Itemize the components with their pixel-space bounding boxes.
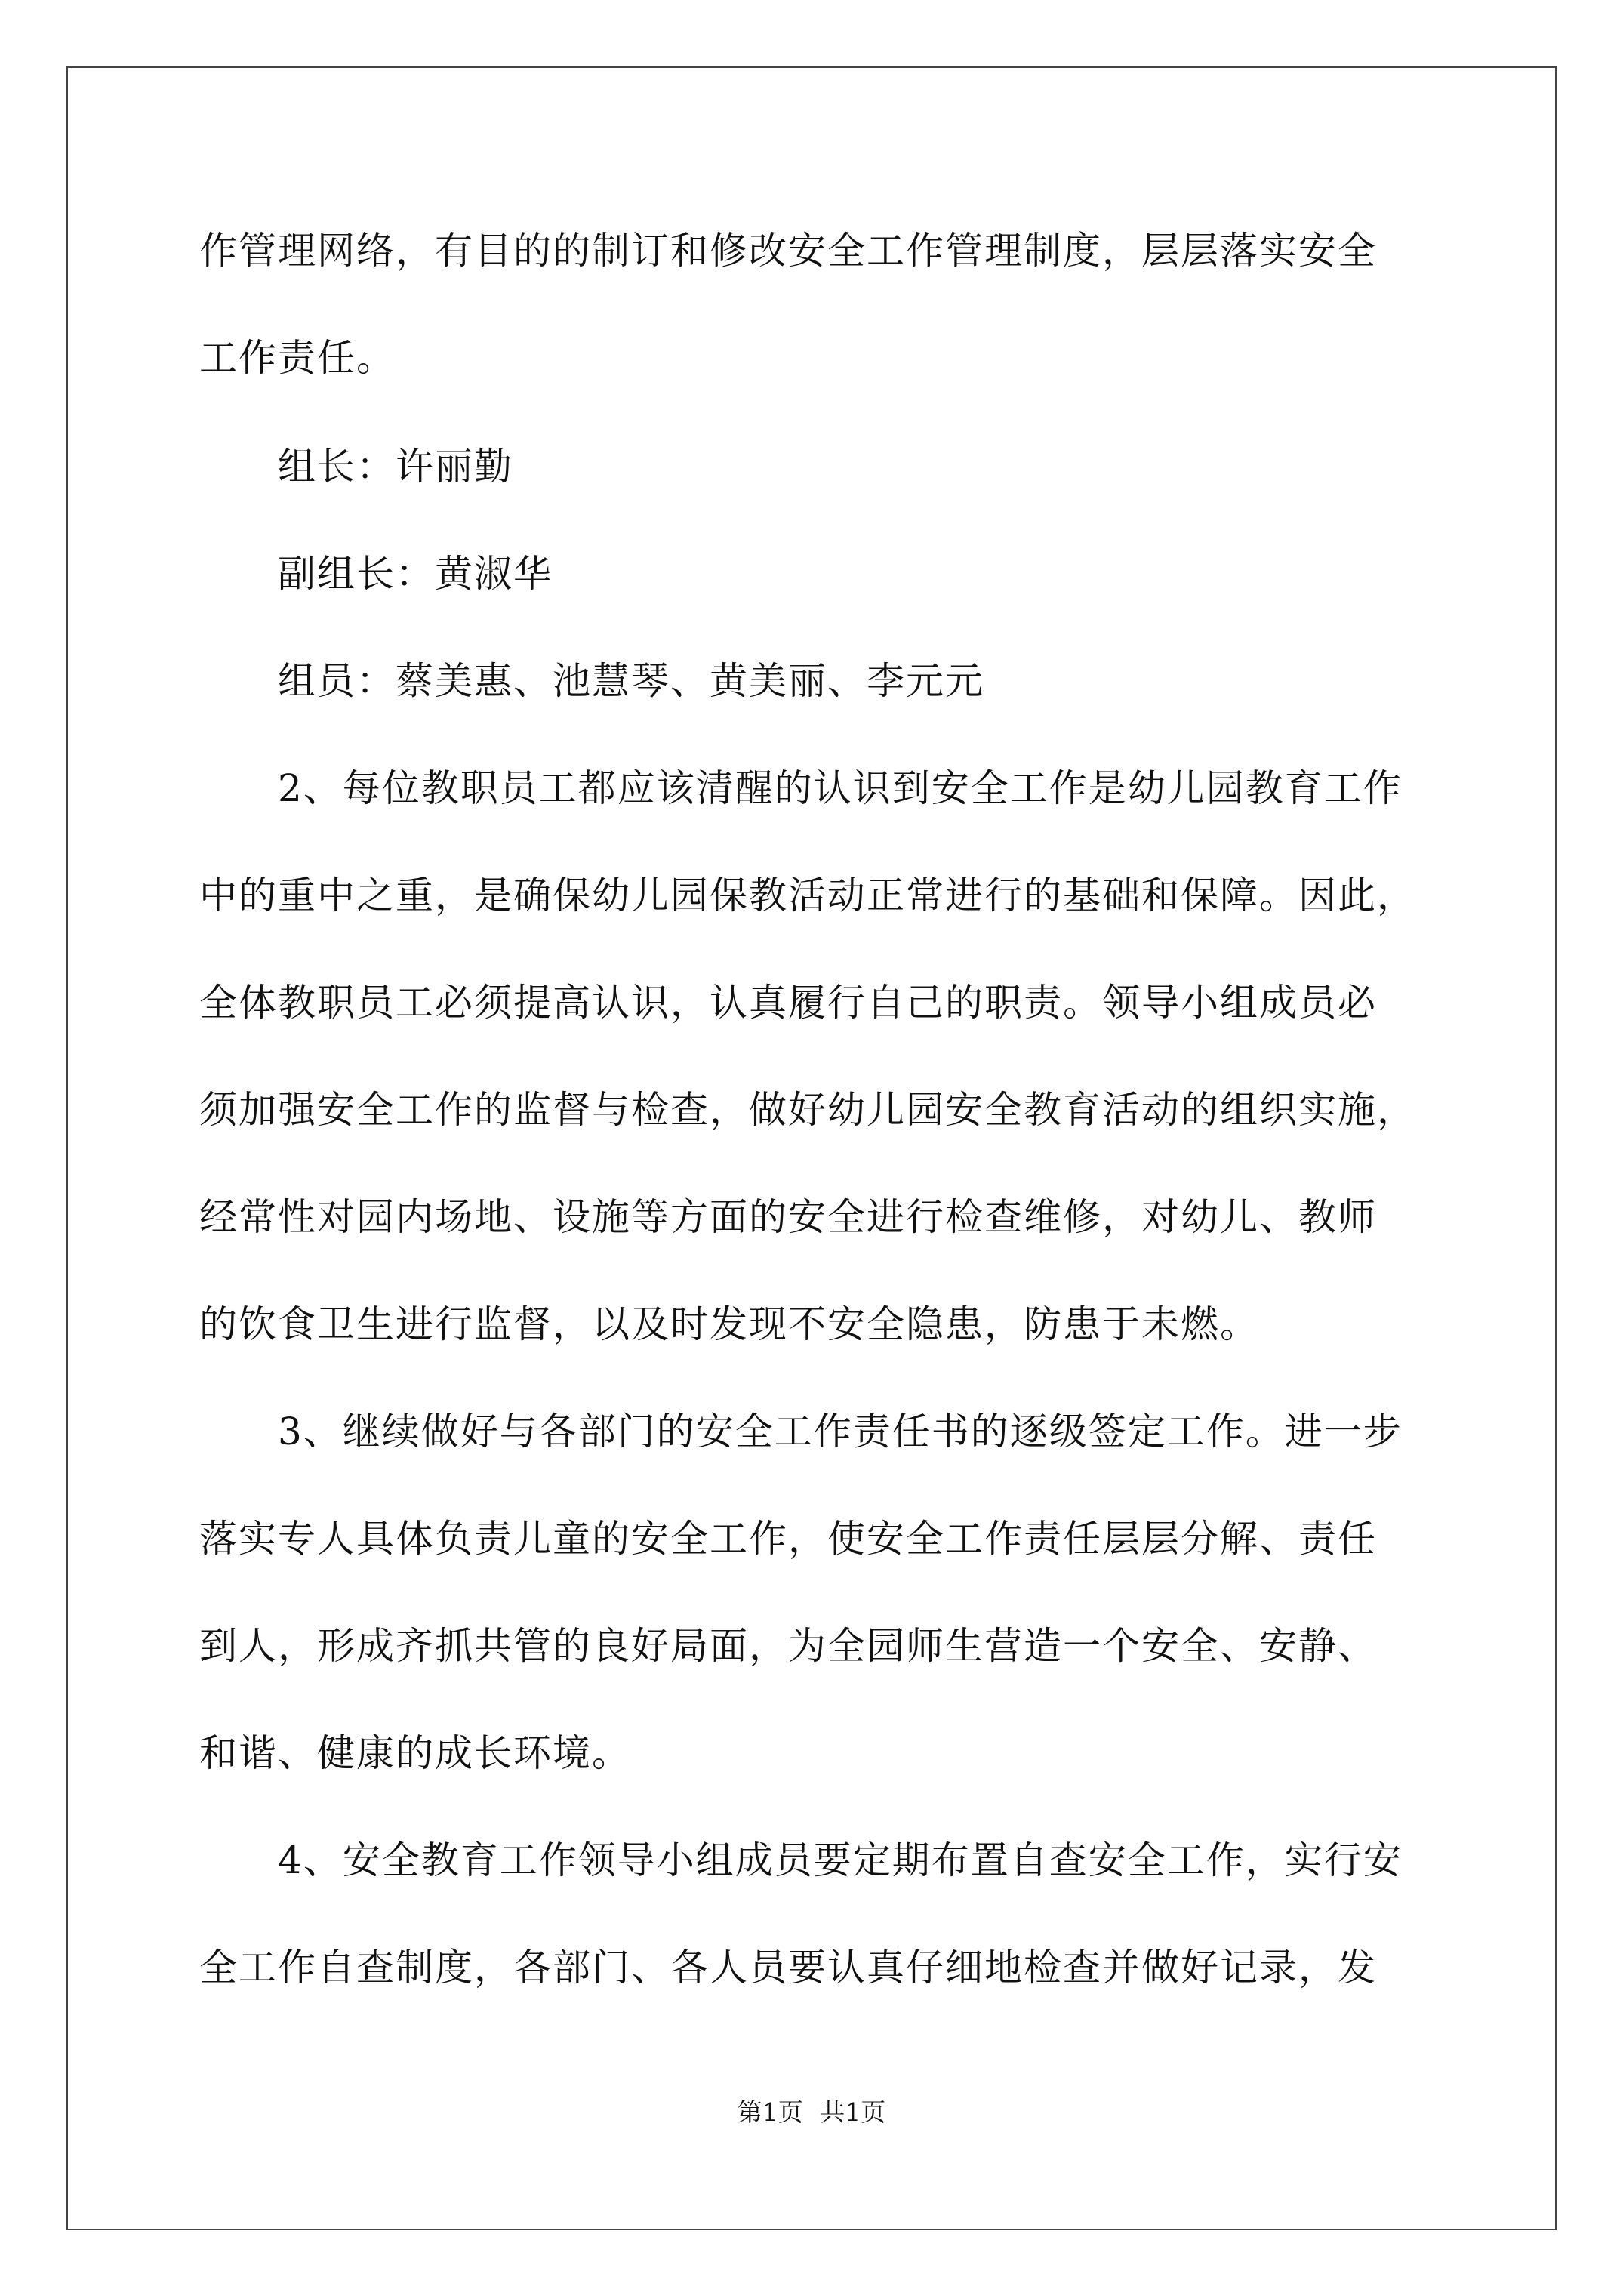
text-line: 2、每位教职员工都应该清醒的认识到安全工作是幼儿园教育工作	[278, 766, 1403, 810]
text-line: 须加强安全工作的监督与检查，做好幼儿园安全教育活动的组织实施，	[199, 1088, 1416, 1132]
group-members-line: 组员：蔡美惠、池慧琴、黄美丽、李元元	[278, 659, 984, 703]
text-line: 全体教职员工必须提高认识，认真履行自己的职责。领导小组成员必	[199, 981, 1377, 1025]
text-line: 4、安全教育工作领导小组成员要定期布置自查安全工作，实行安	[278, 1838, 1403, 1882]
text-line: 3、继续做好与各部门的安全工作责任书的逐级签定工作。进一步	[278, 1410, 1403, 1453]
page-total: 共1页	[820, 2097, 886, 2127]
text-line: 落实专人具体负责儿童的安全工作，使安全工作责任层层分解、责任	[199, 1517, 1377, 1561]
text-line: 到人，形成齐抓共管的良好局面，为全园师生营造一个安全、安静、	[199, 1624, 1377, 1668]
page-number: 第1页	[737, 2097, 803, 2127]
text-line: 工作责任。	[199, 336, 396, 380]
group-leader-line: 组长：许丽勤	[278, 445, 513, 488]
page-footer	[0, 2093, 1623, 2128]
page-border	[66, 66, 1557, 2230]
text-line: 中的重中之重，是确保幼儿园保教活动正常进行的基础和保障。因此，	[199, 874, 1416, 917]
text-line: 经常性对园内场地、设施等方面的安全进行检查维修，对幼儿、教师	[199, 1195, 1377, 1239]
deputy-leader-line: 副组长：黄淑华	[278, 552, 553, 596]
text-line: 全工作自查制度，各部门、各人员要认真仔细地检查并做好记录，发	[199, 1946, 1377, 1989]
text-line: 作管理网络，有目的的制订和修改安全工作管理制度，层层落实安全	[199, 229, 1377, 273]
text-line: 和谐、健康的成长环境。	[199, 1731, 631, 1775]
text-line: 的饮食卫生进行监督，以及时发现不安全隐患，防患于未燃。	[199, 1302, 1259, 1346]
